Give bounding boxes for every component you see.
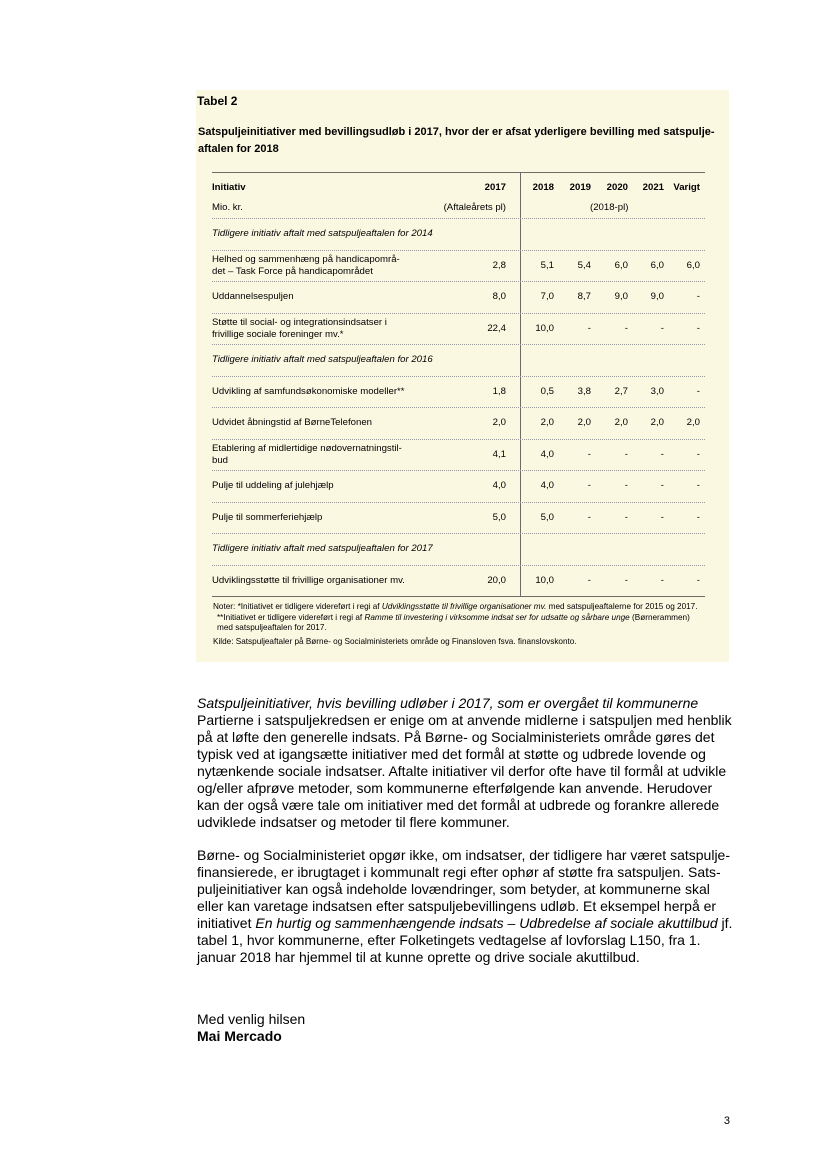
section-label — [212, 354, 433, 366]
label-line: Tidligere initiativ aftalt med satspuljeaftalen for 2014 — [212, 228, 433, 240]
table-section-row — [212, 345, 705, 377]
note-line: med satspuljeaftalen for 2017. — [217, 623, 327, 632]
table-section-row — [212, 219, 705, 251]
text-line: på at løfte den generelle indsats. På Børne- og Socialministeriets område gøres det — [197, 729, 715, 745]
value-cell-2018: 10,0 — [535, 574, 554, 586]
section-label — [212, 228, 433, 240]
table-source: Kilde: Satspuljeaftaler på Børne- og Socialministeriets område og Finansloven fsva. finanslovskonto. — [213, 637, 577, 646]
text-line: eller kan varetage indsatsen efter satspuljebevillingens udløb. Et eksempel herpå er — [197, 898, 717, 914]
value-cell-2021: - — [660, 448, 664, 460]
label-line: Udvidet åbningstid af BørneTelefonen — [212, 417, 372, 429]
table-notes — [213, 602, 698, 634]
value-cell-2018: 0,5 — [540, 385, 554, 397]
text-line: kan der også være tale om initiativer med det formål at udbrede og forankre allerede — [197, 797, 720, 813]
value-cell-2019: - — [587, 574, 591, 586]
label-line: Pulje til uddeling af julehjælp — [212, 480, 334, 492]
text-line: januar 2018 har hjemmel til at kunne oprette og drive sociale akuttilbud. — [197, 949, 640, 965]
value-cell-2019: 2,0 — [577, 417, 591, 429]
table-row — [212, 314, 705, 346]
note-emphasis: Udviklingsstøtte til frivillige organisationer mv. — [381, 602, 547, 611]
initiative-label — [212, 512, 322, 524]
paragraph-1 — [197, 712, 732, 831]
header-year-2020: 2020 — [606, 182, 628, 193]
text-line — [197, 915, 732, 932]
signature-name: Mai Mercado — [197, 1028, 282, 1044]
value-cell-2019: 3,8 — [577, 385, 591, 397]
text-line: Børne- og Socialministeriet opgør ikke, om indsatser, der tidligere har været satspulje- — [197, 847, 730, 863]
value-cell-2018: 10,0 — [535, 322, 554, 334]
section-label — [212, 543, 433, 555]
value-cell-2020: 2,0 — [614, 417, 628, 429]
table-row — [212, 408, 705, 440]
value-cell-varigt: 6,0 — [686, 259, 700, 271]
table-title-line: aftalen for 2018 — [198, 143, 279, 155]
text-line: udviklede indsatser og metoder til flere kommuner. — [197, 814, 510, 830]
value-cell-2020: - — [624, 574, 628, 586]
initiative-label — [212, 480, 334, 492]
label-line: bud — [212, 454, 229, 466]
value-cell-2018: 7,0 — [540, 291, 554, 303]
section-heading: Satspuljeinitiativer, hvis bevilling udløber i 2017, som er overgået til kommunerne — [197, 695, 699, 711]
value-cell-2017: 8,0 — [492, 291, 506, 303]
text-line: tabel 1, hvor kommunerne, efter Folketingets vedtagelse af lovforslag L150, fra 1. — [197, 932, 701, 948]
value-cell-2020: 9,0 — [614, 291, 628, 303]
table-row — [212, 282, 705, 314]
value-cell-varigt: - — [696, 574, 700, 586]
initiative-label — [212, 386, 405, 398]
price-level-later: (2018-pl) — [590, 202, 629, 213]
value-cell-2020: - — [624, 480, 628, 492]
value-cell-2017: 4,0 — [492, 480, 506, 492]
table-title — [198, 124, 715, 158]
note-text: **Initiativet er tidligere videreført i regi af — [217, 612, 365, 622]
label-line: Tidligere initiativ aftalt med satspuljeaftalen for 2017 — [212, 543, 433, 555]
value-cell-2017: 2,0 — [492, 417, 506, 429]
value-cell-2019: - — [587, 448, 591, 460]
data-table — [212, 172, 705, 597]
value-cell-2018: 5,1 — [540, 259, 554, 271]
section-block — [197, 695, 732, 831]
value-cell-2019: - — [587, 511, 591, 523]
value-cell-varigt: 2,0 — [686, 417, 700, 429]
unit-label: Mio. kr. — [212, 202, 243, 213]
value-cell-varigt: - — [696, 480, 700, 492]
note-text: med satspuljeaftalerne for 2015 og 2017. — [546, 602, 698, 611]
page-number: 3 — [723, 1115, 730, 1127]
text-segment: jf. — [717, 915, 733, 931]
value-cell-2021: - — [660, 511, 664, 523]
label-line: Etablering af midlertidige nødovernatningstil- — [212, 442, 402, 454]
header-year-2019: 2019 — [569, 182, 591, 193]
label-line: Uddannelsespuljen — [212, 291, 294, 303]
value-cell-2020: 2,7 — [614, 385, 628, 397]
header-year-2018: 2018 — [532, 182, 554, 193]
text-line: nytænkende sociale indsatser. Aftalte initiativer vil derfor ofte have til formål at udvikle — [197, 763, 727, 779]
table-row — [212, 471, 705, 503]
label-line: Støtte til social- og integrationsindsatser i — [212, 316, 387, 328]
value-cell-varigt: - — [696, 291, 700, 303]
note-emphasis: Ramme til investering i virksomme indsat ser for udsatte og sårbare unge — [364, 612, 630, 622]
value-cell-2020: - — [624, 448, 628, 460]
table-row — [212, 566, 705, 598]
value-cell-2021: 9,0 — [650, 291, 664, 303]
value-cell-2021: 2,0 — [650, 417, 664, 429]
header-initiative: Initiativ — [212, 182, 246, 193]
value-cell-2018: 2,0 — [540, 417, 554, 429]
value-cell-2021: - — [660, 574, 664, 586]
value-cell-2021: - — [660, 322, 664, 334]
value-cell-2017: 5,0 — [492, 511, 506, 523]
text-line: og/eller afprøve metoder, som kommunerne efterfølgende kan anvende. Herudover — [197, 780, 713, 796]
label-line: Pulje til sommerferiehjælp — [212, 511, 323, 523]
value-cell-2020: - — [624, 322, 628, 334]
table-row — [212, 503, 705, 535]
label-line: Tidligere initiativ aftalt med satspuljeaftalen for 2016 — [212, 354, 433, 366]
table-row — [212, 440, 705, 472]
label-line: det – Task Force på handicapområdet — [212, 265, 373, 277]
table-body — [212, 219, 705, 597]
label-line: frivillige sociale foreninger mv.* — [212, 328, 344, 340]
value-cell-2017: 4,1 — [492, 448, 506, 460]
note-line — [213, 613, 698, 624]
value-cell-2017: 2,8 — [492, 259, 506, 271]
label-line: Udvikling af samfundsøkonomiske modeller** — [212, 385, 405, 397]
text-segment: initiativet — [197, 915, 256, 931]
value-cell-2018: 4,0 — [540, 480, 554, 492]
value-cell-2017: 1,8 — [492, 385, 506, 397]
text-line: typisk ved at igangsætte initiativer med det formål at støtte og udbrede lovende og — [197, 746, 706, 762]
text-line: Partierne i satspuljekredsen er enige om at anvende midlerne i satspuljen med henblik — [197, 712, 732, 728]
value-cell-2019: 8,7 — [577, 291, 591, 303]
value-cell-varigt: - — [696, 448, 700, 460]
header-year-2021: 2021 — [642, 182, 664, 193]
initiative-label — [212, 417, 372, 429]
initiative-label — [212, 291, 294, 303]
note-text: Noter: *Initiativet er tidligere videreført i regi af — [213, 602, 382, 611]
header-year-2017: 2017 — [484, 182, 506, 193]
initiative-title-emphasis: En hurtig og sammenhængende indsats – Udbredelse af sociale akuttilbud — [255, 915, 718, 931]
value-cell-varigt: - — [696, 511, 700, 523]
table-header-row — [212, 173, 705, 198]
price-level-2017: (Aftaleårets pl) — [443, 202, 506, 213]
initiative-label — [212, 317, 387, 341]
label-line: Udviklingsstøtte til frivillige organisationer mv. — [212, 574, 405, 586]
value-cell-varigt: - — [696, 322, 700, 334]
table-title-line: Satspuljeinitiativer med bevillingsudløb i 2017, hvor der er afsat yderligere bevilling med satspulje- — [198, 126, 715, 138]
header-permanent: Varigt — [673, 182, 700, 193]
text-line: finansierede, er ibrugtaget i kommunalt regi efter ophør af støtte fra satspuljen. Sats- — [197, 864, 721, 880]
table-row — [212, 377, 705, 409]
value-cell-varigt: - — [696, 385, 700, 397]
value-cell-2019: - — [587, 322, 591, 334]
table-panel — [196, 90, 729, 662]
value-cell-2019: - — [587, 480, 591, 492]
label-line: Helhed og sammenhæng på handicapområ- — [212, 253, 400, 265]
table-section-row — [212, 534, 705, 566]
table-unit-row — [212, 198, 705, 219]
initiative-label — [212, 443, 402, 467]
value-cell-2017: 20,0 — [487, 574, 506, 586]
value-cell-2019: 5,4 — [577, 259, 591, 271]
note-text: (Børnerammen) — [629, 612, 690, 622]
value-cell-2017: 22,4 — [487, 322, 506, 334]
value-cell-2021: - — [660, 480, 664, 492]
note-line — [213, 602, 698, 613]
value-cell-2018: 4,0 — [540, 448, 554, 460]
initiative-label — [212, 254, 400, 278]
value-cell-2020: 6,0 — [614, 259, 628, 271]
value-cell-2021: 6,0 — [650, 259, 664, 271]
greeting: Med venlig hilsen — [197, 1011, 306, 1027]
value-cell-2018: 5,0 — [540, 511, 554, 523]
closing — [197, 1011, 305, 1045]
table-number: Tabel 2 — [197, 94, 238, 108]
value-cell-2020: - — [624, 511, 628, 523]
text-line: puljeinitiativer kan også indeholde lovændringer, som betyder, at kommunerne skal — [197, 881, 710, 897]
table-row — [212, 251, 705, 283]
paragraph-2 — [197, 847, 732, 966]
initiative-label — [212, 575, 405, 587]
value-cell-2021: 3,0 — [650, 385, 664, 397]
